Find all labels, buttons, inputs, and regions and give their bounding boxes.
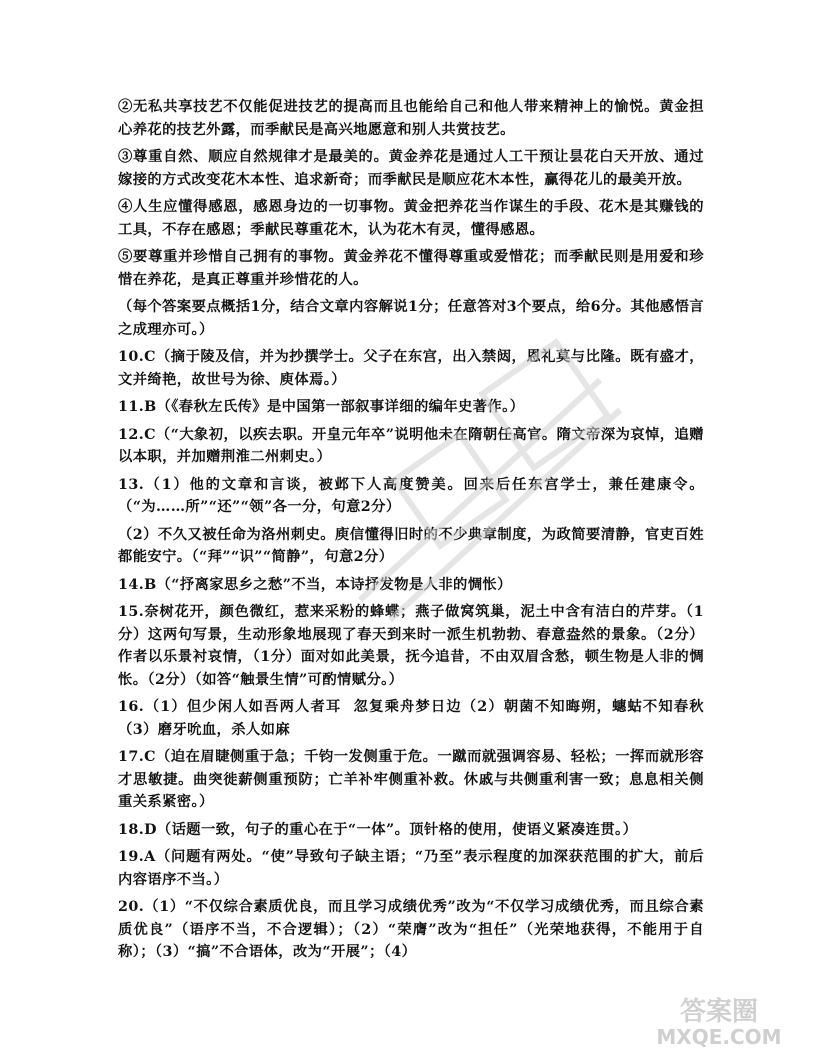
answer-19: 19.A（问题有两处。“使”导致句子缺主语；“乃至”表示程度的加深获范围的扩大，前后内容语序不当。） (118, 849, 704, 888)
answer-point-3: ③尊重自然、顺应自然规律才是最美的。黄金养花是通过人工干预让昙花白天开放、通过嫁接的方式改变花木本性、追求新奇；而季献民是顺应花木本性，赢得花儿的最美开放。 (118, 149, 704, 188)
answer-11: 11.B（《春秋左氏传》是中国第一部叙事详细的编年史著作。） (118, 399, 525, 415)
answer-16: 16.（1）但少闲人如吾两人者耳 忽复乘舟梦日边（2）朝菌不知晦朔，蟪蛄不知春秋（3）磨牙吮血，杀人如麻 (118, 699, 704, 738)
answer-15: 15.奈树花开，颜色微红，惹来采粉的蜂蝶；燕子做窝筑巢，泥土中含有洁白的芹芽。（1分）这两句写景，生动形象地展现了春天到来时一派生机勃勃、春意盎然的景象。（2分）作者以乐景衬哀情，（1分）面对如此美景，抚今追昔，不由双眉含愁，顿生物是人非的惆怅。（2分）（如答“触景生情”可酌情赋分。） (118, 604, 704, 688)
answer-10: 10.C（摘于陵及信，并为抄撰学士。父子在东宫，出入禁闼，恩礼莫与比隆。既有盛才，文并绮艳，故世号为徐、庾体焉。） (118, 349, 704, 388)
answer-point-4: ④人生应懂得感恩，感恩身边的一切事物。黄金把养花当作谋生的手段、花木是其赚钱的工具，不存在感恩；季献民尊重花木，认为花木有灵，懂得感恩。 (118, 199, 704, 238)
answer-point-2: ②无私共享技艺不仅能促进技艺的提高而且也能给自己和他人带来精神上的愉悦。黄金担心养花的技艺外露，而季献民是高兴地愿意和别人共赏技艺。 (118, 99, 704, 138)
scoring-note: （每个答案要点概括1分，结合文章内容解说1分；任意答对3个要点，给6分。其他感悟言之成理亦可。） (118, 299, 704, 338)
site-logo (634, 990, 804, 1050)
answer-18: 18.D（话题一致，句子的重心在于“一体”。顶针格的使用，使语义紧凑连贯。） (118, 821, 638, 838)
answer-12: 12.C（“大象初，以疾去职。开皇元年卒”说明他未在隋朝任高官。隋文帝深为哀悼，追赠以本职，并加赠荆淮二州刺史。） (118, 426, 704, 465)
document-body (118, 96, 704, 969)
answer-20: 20.（1）“不仅综合素质优良，而且学习成绩优秀”改为“不仅学习成绩优秀，而且综合素质优良”（语序不当，不合逻辑）；（2）“荣膺”改为“担任”（光荣地获得，不能用于自称）；（3）“搞”不合语体，改为“开展”；（4） (118, 899, 704, 960)
logo-top-text: 答案圈 (679, 997, 759, 1027)
answer-13-1: 13.（1）他的文章和言谈，被邺下人高度赞美。回来后任东宫学士，兼任建康令。（“为……所”“还”“领”各一分，句意2分） (118, 476, 704, 515)
answer-point-5: ⑤要尊重并珍惜自己拥有的事物。黄金养花不懂得尊重或爱惜花；而季献民则是用爱和珍惜在养花，是真正尊重并珍惜花的人。 (118, 249, 704, 288)
logo-bottom-text: MXQE.COM (656, 1025, 782, 1049)
answer-13-2: （2）不久又被任命为洛州刺史。庾信懂得旧时的不少典章制度，为政简要清静，官吏百姓都能安宁。（“拜”“识”“简静”，句意2分） (118, 526, 704, 565)
answer-17: 17.C（迫在眉睫侧重于急；千钧一发侧重于危。一蹴而就强调容易、轻松；一挥而就形容才思敏捷。曲突徙薪侧重预防；亡羊补牢侧重补救。休戚与共侧重利害一致；息息相关侧重关系紧密。） (118, 749, 704, 810)
answer-14: 14.B（“抒离家思乡之愁”不当，本诗抒发物是人非的惆怅） (118, 576, 512, 593)
